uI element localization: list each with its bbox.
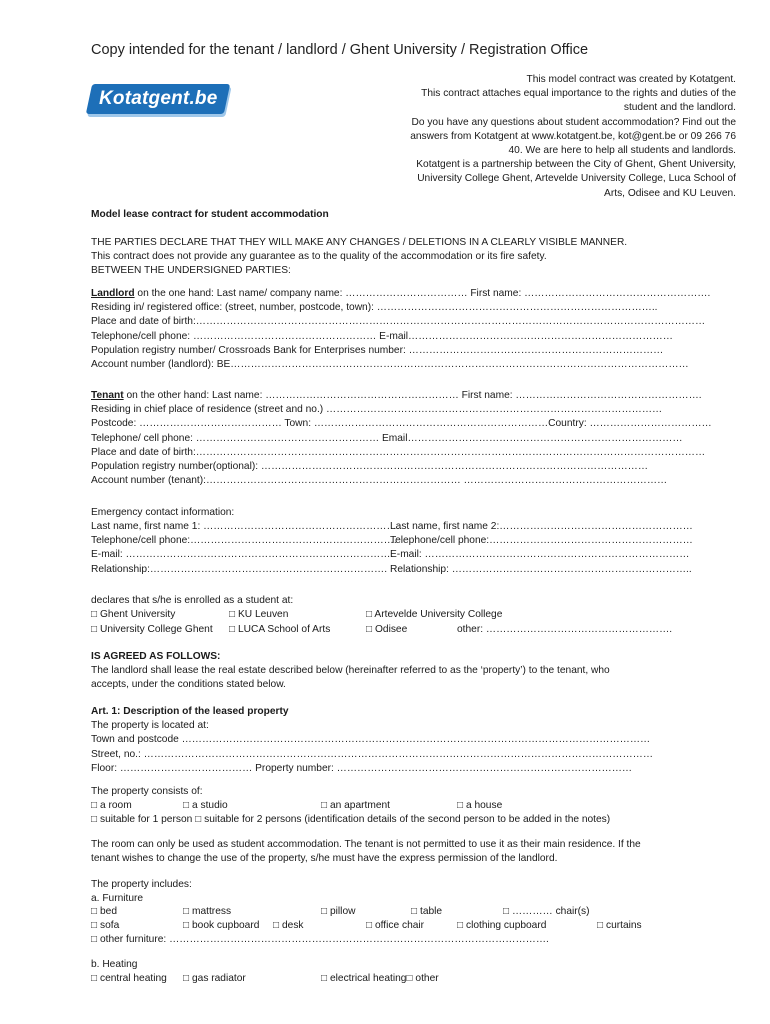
tenant-line: Telephone/ cell phone: ……………………………………………… Email……………………………………………………………………… — [91, 432, 683, 444]
intro-line: University College Ghent, Artevelde University College, Luca School of — [417, 173, 736, 185]
tenant-line: Postcode: …………………………………… Town: ……………………………………………………………Country: ……………………………… — [91, 418, 712, 430]
emergency-field: E-mail: …………………………………………………………………… — [390, 549, 690, 561]
checkbox-apartment[interactable]: □ an apartment — [321, 800, 391, 811]
checkbox-desk[interactable]: □ desk — [273, 920, 304, 931]
checkbox-artevelde[interactable]: □ Artevelde University College — [366, 609, 503, 620]
art1-line: Town and postcode ………………………………………………………………………………………………………………………… — [91, 734, 651, 746]
furniture-heading: a. Furniture — [91, 893, 144, 905]
includes-heading: The property includes: — [91, 879, 192, 890]
other-furniture-field[interactable]: □ other furniture: …………………………………………………………………………………………………. — [91, 934, 549, 945]
intro-line: Do you have any questions about student accommodation? Find out the — [411, 116, 736, 128]
landlord-line: Account number (landlord): BE……………………………………………………………………………………………………………………… — [91, 358, 689, 370]
checkbox-electrical-other[interactable]: □ electrical heating□ other — [321, 973, 439, 984]
intro-line: Kotatgent is a partnership between the City of Ghent, Ghent University, — [416, 159, 736, 171]
tenant-line: Account number (tenant):………………………………………………………………… …………………………………………………… — [91, 475, 668, 487]
document-title-section — [91, 208, 329, 222]
checkbox-luca[interactable]: □ LUCA School of Arts — [229, 624, 331, 635]
checkbox-book-cupboard[interactable]: □ book cupboard — [183, 920, 260, 931]
enrolled-heading-section — [91, 594, 293, 608]
enrolled-heading: declares that s/he is enrolled as a student at: — [91, 595, 294, 606]
emergency-contact-2 — [390, 520, 693, 577]
checkbox-studio[interactable]: □ a studio — [183, 800, 228, 811]
landlord-line: Population registry number/ Crossroads Bank for Enterprises number: ………………………………………………………………… — [91, 344, 664, 356]
tenant-line: Place and date of birth:…………………………………………………………………………………………………………………………………… — [91, 446, 706, 458]
landlord-section — [91, 287, 710, 372]
checkbox-ghent-university[interactable]: □ Ghent University — [91, 609, 176, 620]
emergency-heading: Emergency contact information: — [91, 507, 235, 518]
heating-heading: b. Heating — [91, 959, 138, 970]
intro-line: Arts, Odisee and KU Leuven. — [604, 187, 736, 199]
checkbox-office-chair[interactable]: □ office chair — [366, 920, 425, 931]
copy-recipients-title: Copy intended for the tenant / landlord / Ghent University / Registration Office — [91, 42, 589, 58]
heating-section — [91, 958, 137, 972]
landlord-name-fields: on the one hand: Last name/ company name: ……………………………… First name: ………………………………………………. — [134, 288, 711, 299]
emergency-contact-1 — [91, 520, 400, 577]
emergency-field: Telephone/cell phone:…………………………………………………… — [390, 535, 693, 547]
emergency-field: Last name, first name 1: …………………………………………………. — [91, 521, 400, 532]
checkbox-bed[interactable]: □ bed — [91, 906, 117, 917]
agreed-heading: IS AGREED AS FOLLOWS: — [91, 651, 221, 662]
emergency-field: Last name, first name 2:………………………………………………… — [390, 521, 693, 532]
art1-line: Street, no.: …………………………………………………………………………………………………………………………………… — [91, 748, 654, 760]
checkbox-clothing-cupboard[interactable]: □ clothing cupboard — [457, 920, 547, 931]
emergency-field: Telephone/cell phone:……………………………………………………. — [91, 535, 397, 547]
parties-line: This contract does not provide any guarantee as to the quality of the accommodation or its fire safety. — [91, 251, 547, 263]
art1-heading: Art. 1: Description of the leased property — [91, 706, 289, 717]
checkbox-ku-leuven[interactable]: □ KU Leuven — [229, 609, 289, 620]
checkbox-mattress[interactable]: □ mattress — [183, 906, 232, 917]
art1-line: Floor: ………………………………… Property number: …………………………………………………………………………… — [91, 762, 633, 774]
checkbox-odisee[interactable]: □ Odisee — [366, 624, 408, 635]
tenant-line: Residing in chief place of residence (street and no.) ……………………………………………………………………………………… — [91, 404, 663, 416]
tenant-name-fields: on the other hand: Last name: ………………………………………………… First name: ………………………………………………. — [123, 390, 702, 401]
consists-heading-section — [91, 785, 203, 799]
landlord-line: Telephone/cell phone: ……………………………………………… E-mail…………………………………………………………………… — [91, 330, 673, 342]
checkbox-pillow[interactable]: □ pillow — [321, 906, 356, 917]
checkbox-university-college-ghent[interactable]: □ University College Ghent — [91, 624, 213, 635]
student-use-section — [91, 838, 641, 866]
landlord-line: Residing in/ registered office: (street, number, postcode, town): ……………………………………………………………………….. — [91, 302, 658, 314]
emergency-field: Relationship: …………………………………………………………….. — [390, 563, 692, 575]
student-use-line: tenant wishes to change the use of the property, s/he must have the express permission of the landlord. — [91, 853, 558, 865]
emergency-field: Relationship:……………………………………………………………. — [91, 563, 388, 575]
intro-line: This model contract was created by Kotatgent. — [526, 74, 736, 85]
kotatgent-logo — [89, 80, 231, 118]
checkbox-house[interactable]: □ a house — [457, 800, 503, 811]
intro-line: 40. We are here to help all students and landlords. — [508, 145, 736, 157]
other-institution-field[interactable]: other: ………………………………………………. — [457, 624, 673, 635]
parties-section — [91, 236, 627, 279]
landlord-line — [91, 287, 710, 301]
checkbox-sofa[interactable]: □ sofa — [91, 920, 120, 931]
art1-line: The property is located at: — [91, 720, 209, 732]
checkbox-table[interactable]: □ table — [411, 906, 443, 917]
emergency-heading-section — [91, 506, 234, 520]
document-title: Model lease contract for student accommodation — [91, 209, 329, 220]
includes-section — [91, 878, 192, 906]
landlord-line: Place and date of birth:…………………………………………………………………………………………………………………………………… — [91, 316, 706, 328]
landlord-label: Landlord — [91, 288, 135, 299]
intro-line: student and the landlord. — [623, 102, 736, 114]
tenant-section — [91, 389, 712, 488]
checkbox-persons[interactable]: □ suitable for 1 person □ suitable for 2 persons (identification details of the second person to be added in the notes) — [91, 814, 611, 825]
checkbox-room[interactable]: □ a room — [91, 800, 132, 811]
tenant-line — [91, 389, 712, 403]
tenant-label: Tenant — [91, 390, 124, 401]
intro-line: This contract attaches equal importance to the rights and duties of the — [421, 88, 736, 100]
checkbox-curtains[interactable]: □ curtains — [597, 920, 642, 931]
checkbox-chairs[interactable]: □ ………… chair(s) — [503, 906, 590, 917]
checkbox-central-heating[interactable]: □ central heating — [91, 973, 167, 984]
intro-paragraph — [376, 73, 736, 201]
agreed-section — [91, 650, 610, 693]
checkbox-gas-radiator[interactable]: □ gas radiator — [183, 973, 246, 984]
agreed-line: The landlord shall lease the real estate described below (hereinafter referred to as the ‘property’) to the tenant, who — [91, 665, 610, 677]
intro-line: answers from Kotatgent at www.kotatgent.be, kot@gent.be or 09 266 76 — [410, 130, 736, 142]
art1-section — [91, 705, 653, 776]
agreed-line: accepts, under the conditions stated below. — [91, 679, 286, 691]
parties-line: THE PARTIES DECLARE THAT THEY WILL MAKE ANY CHANGES / DELETIONS IN A CLEARLY VISIBLE MANNER. — [91, 237, 628, 248]
consists-heading: The property consists of: — [91, 786, 203, 797]
parties-line: BETWEEN THE UNDERSIGNED PARTIES: — [91, 265, 291, 277]
student-use-line: The room can only be used as student accommodation. The tenant is not permitted to use it as their main residence. If the — [91, 839, 641, 850]
emergency-field: E-mail: ……………………………………………………………………. — [91, 549, 394, 561]
logo-text: Kotatgent.be — [99, 88, 218, 109]
tenant-line: Population registry number(optional): …………………………………………………………………………………………………… — [91, 460, 649, 472]
